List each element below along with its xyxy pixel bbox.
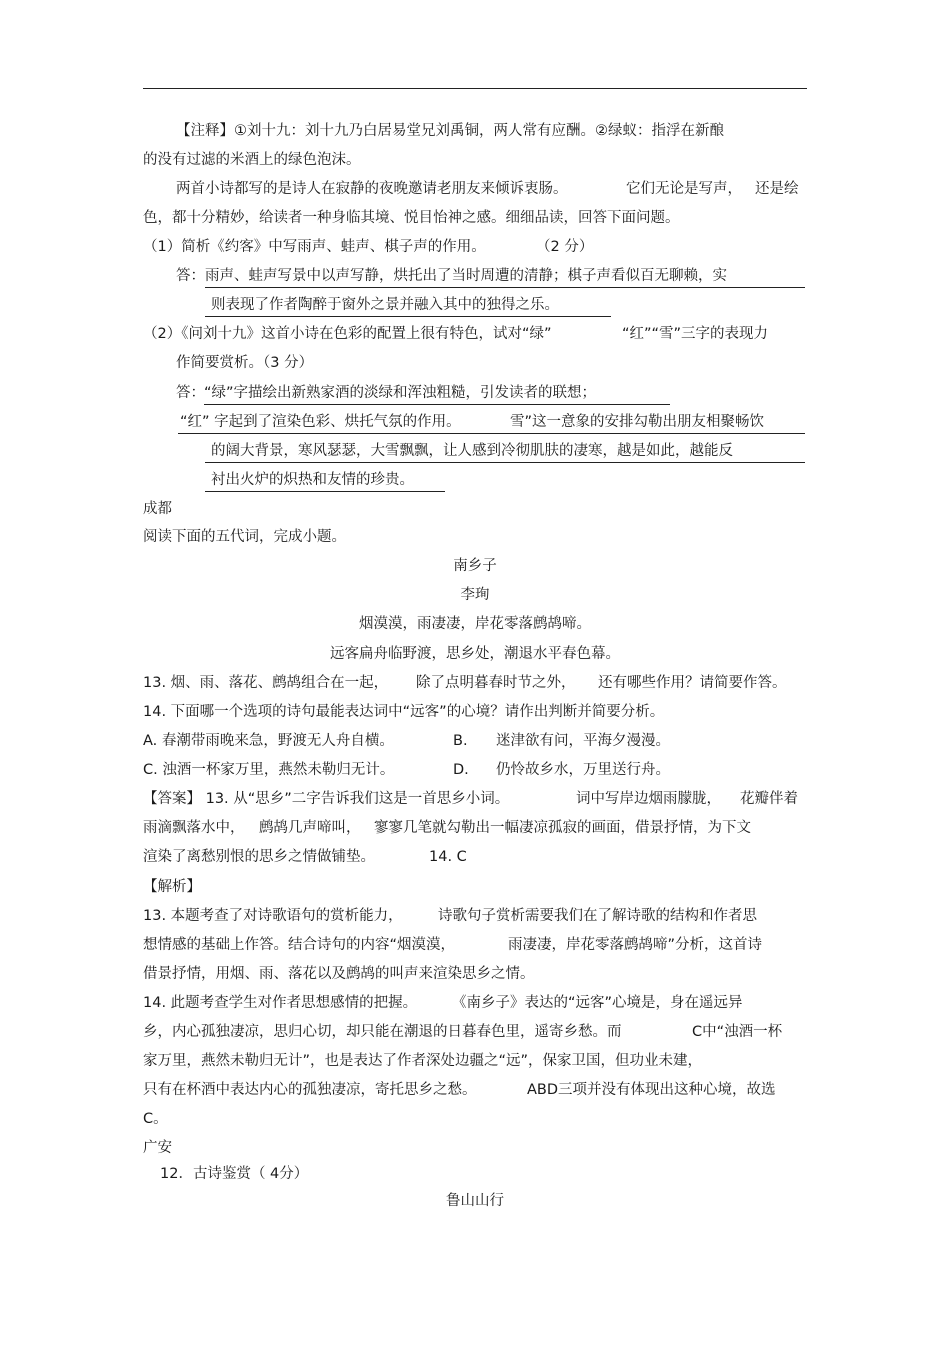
q1-points: （2 分） — [536, 239, 594, 255]
q2-answer-underline-4 — [205, 491, 445, 492]
city-chengdu: 成都 — [143, 501, 172, 517]
answer-line-2b: 鹧鸪几声啼叫， — [259, 820, 361, 836]
q13-part-b: 除了点明暮春时节之外， — [416, 675, 576, 691]
option-d-text: 仍怜故乡水，万里送行舟。 — [496, 762, 670, 778]
answer-line-1b: 词中写岸边烟雨朦胧， — [576, 791, 721, 807]
q13-part-c: 还有哪些作用？请简要作答。 — [598, 675, 787, 691]
analysis-13-line-1a: 13. 本题考查了对诗歌语句的赏析能力， — [143, 908, 403, 924]
intro-line-1b: 它们无论是写声， — [626, 181, 742, 197]
poem-line-1: 烟漠漠，雨凄凄，岸花零落鹧鸪啼。 — [359, 616, 591, 632]
option-c: C. 浊酒一杯家万里，燕然未勒归无计。 — [143, 762, 395, 778]
q2-question-line-2: 作简要赏析。（3 分） — [176, 355, 314, 371]
answer-line-1c: 花瓣伴着 — [740, 791, 798, 807]
q2-answer-line-3: 的阔大背景，寒风瑟瑟，大雪飘飘，让人感到冷彻肌肤的凄寒，越是如此，越能反 — [211, 443, 733, 459]
q2-question-a: （2）《问刘十九》这首小诗在色彩的配置上很有特色，试对“绿” — [143, 326, 552, 342]
analysis-14-line-3: 家万里，燕然未勒归无计”，也是表达了作者深处边疆之“远”，保家卫国，但功业未建， — [143, 1053, 703, 1069]
q1-question: （1）简析《约客》中写雨声、蛙声、棋子声的作用。 — [143, 239, 486, 255]
analysis-14-line-4b: ABD三项并没有体现出这种心境，故选 — [527, 1082, 776, 1098]
analysis-14-line-1b: 《南乡子》表达的“远客”心境是，身在遥远异 — [452, 995, 743, 1011]
q2-answer-line-1: “绿”字描绘出新熟家酒的淡绿和浑浊粗糙，引发读者的联想； — [204, 385, 597, 401]
answer-line-1a: 【答案】 13. 从“思乡”二字告诉我们这是一首思乡小词。 — [143, 791, 510, 807]
q2-answer-underline-1 — [204, 404, 670, 405]
analysis-14-line-2a: 乡，内心孤独凄凉，思归心切，却只能在潮退的日暮春色里，遥寄乡愁。而 — [143, 1024, 622, 1040]
intro-line-1a: 两首小诗都写的是诗人在寂静的夜晚邀请老朋友来倾诉衷肠。 — [176, 181, 568, 197]
analysis-13-line-2b: 雨凄凄，岸花零落鹧鸪啼”分析，这首诗 — [508, 937, 763, 953]
guangan-question: 12．古诗鉴赏（ 4分） — [160, 1166, 309, 1182]
q1-answer-underline-2 — [205, 316, 611, 317]
answer-line-2a: 雨滴飘落水中， — [143, 820, 245, 836]
answer-line-3b: 14. C — [429, 849, 467, 865]
analysis-14-line-4a: 只有在杯酒中表达内心的孤独凄凉，寄托思乡之愁。 — [143, 1082, 477, 1098]
analysis-14-line-2b: C中“浊酒一杯 — [692, 1024, 783, 1040]
q14-question: 14. 下面哪一个选项的诗句最能表达词中“远客”的心境？请作出判断并简要分析。 — [143, 704, 665, 720]
q2-answer-line-2b: 雪”这一意象的安排勾勒出朋友相聚畅饮 — [510, 414, 765, 430]
q2-answer-line-2a: “红” 字起到了渲染色彩、烘托气氛的作用。 — [180, 414, 461, 430]
answer-line-2c: 寥寥几笔就勾勒出一幅凄凉孤寂的画面，借景抒情，为下文 — [374, 820, 751, 836]
notes-line-1: 【注释】①刘十九：刘十九乃白居易堂兄刘禹铜，两人常有应酬。②绿蚁：指浮在新酿 — [176, 123, 724, 139]
analysis-13-line-2a: 想情感的基础上作答。结合诗句的内容“烟漠漠， — [143, 937, 456, 953]
q2-answer-underline-3 — [205, 462, 805, 463]
option-b-label: B. — [453, 733, 468, 749]
intro-line-2: 色，都十分精妙，给读者一种身临其境、悦目怡神之感。细细品读，回答下面问题。 — [143, 210, 680, 226]
q2-answer-label: 答： — [176, 385, 205, 401]
analysis-14-line-5: C。 — [143, 1111, 168, 1127]
q2-answer-underline-2 — [178, 433, 805, 434]
poem-author: 李珣 — [460, 587, 490, 603]
header-rule — [143, 88, 807, 89]
notes-line-2: 的没有过滤的米酒上的绿色泡沫。 — [143, 152, 361, 168]
guangan-poem-title: 鲁山山行 — [446, 1193, 504, 1209]
q13-part-a: 13. 烟、雨、落花、鹧鸪组合在一起， — [143, 675, 389, 691]
q1-answer-underline-1 — [205, 287, 805, 288]
q1-answer-line-1: 答：雨声、蛙声写景中以声写静，烘托出了当时周遭的清静；棋子声看似百无聊赖，实 — [176, 268, 727, 284]
option-b-text: 迷津欲有问，平海夕漫漫。 — [496, 733, 670, 749]
option-d-label: D. — [453, 762, 469, 778]
city-guangan: 广安 — [143, 1140, 172, 1156]
analysis-label: 【解析】 — [143, 879, 201, 895]
q2-answer-line-4: 衬出火炉的炽热和友情的珍贵。 — [211, 472, 414, 488]
poem-title: 南乡子 — [453, 558, 497, 574]
poem-line-2: 远客扁舟临野渡，思乡处，潮退水平春色幕。 — [330, 646, 620, 662]
answer-line-3a: 渲染了离愁别恨的思乡之情做铺垫。 — [143, 849, 375, 865]
analysis-14-line-1a: 14. 此题考查学生对作者思想感情的把握。 — [143, 995, 418, 1011]
q1-answer-line-2: 则表现了作者陶醉于窗外之景并融入其中的独得之乐。 — [211, 297, 559, 313]
chengdu-instruction: 阅读下面的五代词，完成小题。 — [143, 529, 346, 545]
analysis-13-line-3: 借景抒情，用烟、雨、落花以及鹧鸪的叫声来渲染思乡之情。 — [143, 966, 535, 982]
option-a: A. 春潮带雨晚来急，野渡无人舟自横。 — [143, 733, 394, 749]
intro-line-1c: 还是绘 — [755, 181, 799, 197]
q2-question-b: “红”“雪”三字的表现力 — [622, 326, 769, 342]
analysis-13-line-1b: 诗歌句子赏析需要我们在了解诗歌的结构和作者思 — [438, 908, 757, 924]
